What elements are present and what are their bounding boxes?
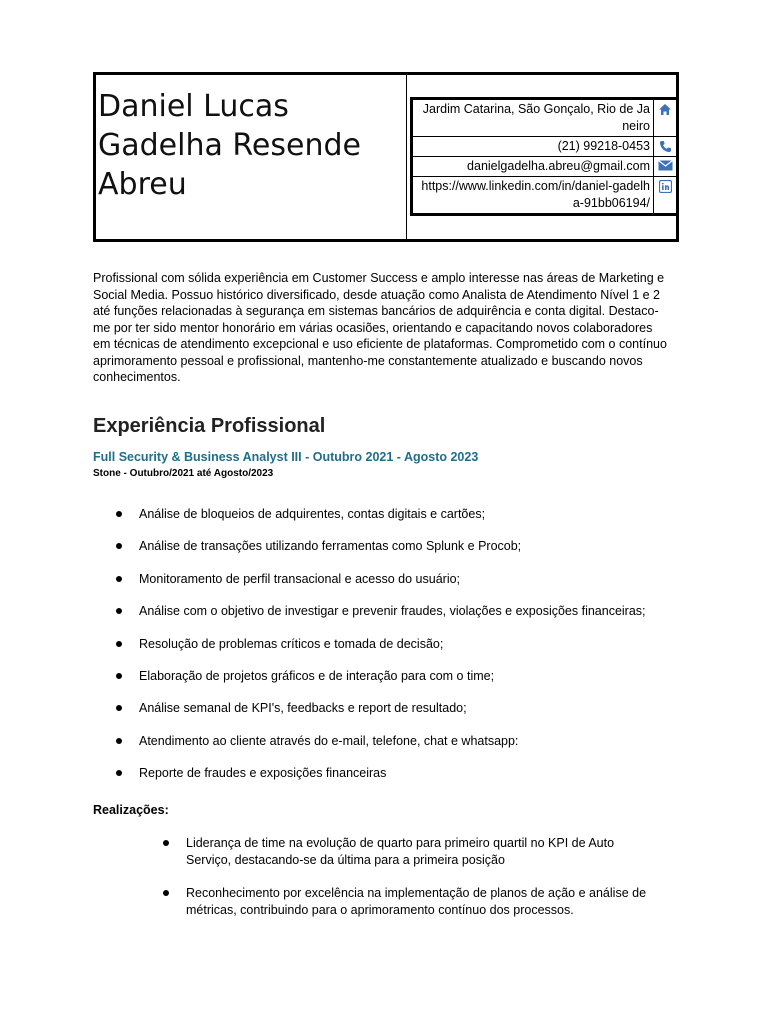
bullet-icon: [116, 511, 122, 517]
email-icon: [654, 157, 676, 176]
linkedin-icon: [654, 177, 676, 213]
bullet-icon: [116, 705, 122, 711]
list-item: Análise de transações utilizando ferramentas como Splunk e Procob;: [115, 538, 685, 570]
contact-row-address: [413, 100, 676, 137]
list-item: Elaboração de projetos gráficos e de interação para com o time;: [115, 668, 685, 700]
list-item: Reconhecimento por excelência na implementação de planos de ação e análise de métricas, contribuindo para o aprimoramento contínuo dos processos.: [162, 885, 662, 919]
linkedin-text[interactable]: https://www.linkedin.com/in/daniel-gadelha-91bb06194/: [413, 177, 654, 213]
list-item: Análise de bloqueios de adquirentes, contas digitais e cartões;: [115, 506, 685, 538]
contact-row-email: [413, 157, 676, 177]
bullet-icon: [163, 890, 169, 896]
candidate-name: Daniel Lucas Gadelha Resende Abreu: [98, 89, 361, 202]
contact-row-phone: [413, 137, 676, 157]
list-item: Reporte de fraudes e exposições financeiras: [115, 765, 685, 797]
job-title: Full Security & Business Analyst III - Outubro 2021 - Agosto 2023: [93, 450, 479, 464]
section-title-experience: Experiência Profissional: [93, 415, 326, 437]
bullet-icon: [163, 840, 169, 846]
bullet-icon: [116, 543, 122, 549]
bullet-icon: [116, 673, 122, 679]
contact-table: [410, 97, 676, 216]
professional-summary: Profissional com sólida experiência em Customer Success e amplo interesse nas áreas de Marketing e Social Media. Possuo histórico diversificado, desde atuação como Analista de Atendimento Nível 1 e 2 até funções relacionadas à segurança em sistemas bancários de adquirência e conta digital. Destaco-me por ter sido mentor honorário em várias ocasiões, orientando e capacitando novos colaboradores em técnicas de atendimento excepcional e uso eficiente de plataformas. Comprometido com o contínuo aprimoramento pessoal e profissional, mantenho-me constantemente atualizado e buscando novos conhecimentos.: [93, 271, 667, 384]
achievements-label: Realizações:: [93, 803, 169, 817]
contact-row-linkedin: [413, 177, 676, 213]
list-item: Monitoramento de perfil transacional e acesso do usuário;: [115, 571, 685, 603]
home-icon: [654, 100, 676, 136]
phone-icon: [654, 137, 676, 156]
phone-text: (21) 99218-0453: [413, 137, 654, 156]
list-item: Liderança de time na evolução de quarto para primeiro quartil no KPI de Auto Serviço, destacando-se da última para a primeira posição: [162, 835, 662, 869]
list-item: Atendimento ao cliente através do e-mail, telefone, chat e whatsapp:: [115, 733, 685, 765]
achievements-list: [162, 835, 662, 935]
responsibilities-list: [115, 506, 685, 798]
bullet-icon: [116, 770, 122, 776]
bullet-icon: [116, 641, 122, 647]
list-item: Resolução de problemas críticos e tomada de decisão;: [115, 636, 685, 668]
header-box: [93, 72, 679, 242]
bullet-icon: [116, 608, 122, 614]
job-company: Stone - Outubro/2021 até Agosto/2023: [93, 468, 274, 479]
address-text: Jardim Catarina, São Gonçalo, Rio de Janeiro: [413, 100, 654, 136]
email-text[interactable]: danielgadelha.abreu@gmail.com: [413, 157, 654, 176]
bullet-icon: [116, 738, 122, 744]
list-item: Análise com o objetivo de investigar e prevenir fraudes, violações e exposições financeiras;: [115, 603, 685, 635]
header-divider: [406, 75, 407, 239]
list-item: Análise semanal de KPI's, feedbacks e report de resultado;: [115, 700, 685, 732]
bullet-icon: [116, 576, 122, 582]
